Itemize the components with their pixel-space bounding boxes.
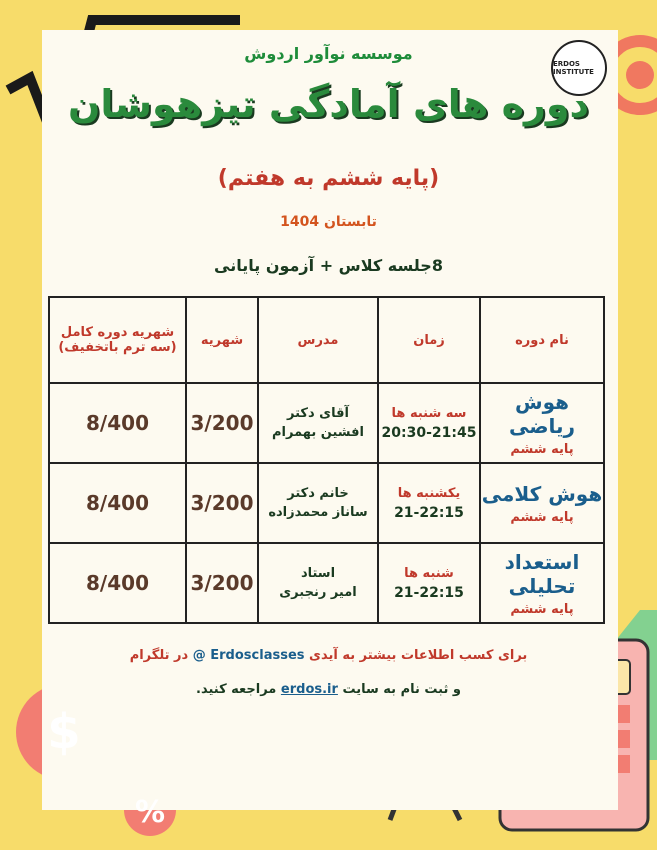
- course-grade: پایه ششم: [510, 509, 574, 525]
- header-course: نام دوره: [480, 297, 604, 383]
- time-cell: [378, 463, 480, 543]
- dollar-icon: [16, 684, 112, 780]
- info-text: در تلگرام: [129, 648, 189, 663]
- table-row: [49, 463, 604, 543]
- header-full-price: [49, 297, 186, 383]
- info-line-telegram: [0, 648, 657, 663]
- teacher-name: امیر رنجبری: [279, 585, 357, 600]
- org-name: موسسه نوآور اردوش: [244, 44, 413, 63]
- svg-text:%: %: [134, 795, 166, 830]
- course-name: هوش کلامی: [481, 481, 603, 506]
- price-cell: 3/200: [186, 543, 258, 623]
- percent-icon: [124, 784, 176, 836]
- time-cell: [378, 543, 480, 623]
- table-header-row: [49, 297, 604, 383]
- teacher-title: استاد: [300, 566, 336, 581]
- teacher-cell: [258, 463, 378, 543]
- day: یکشنبه ها: [397, 485, 461, 501]
- info-line-website: [0, 682, 657, 697]
- page-title: دوره های آمادگی تیزهوشان: [67, 82, 590, 126]
- day: شنبه ها: [404, 565, 454, 581]
- teacher-cell: [258, 543, 378, 623]
- price-cell: 3/200: [186, 463, 258, 543]
- info-text: و ثبت نام به سایت: [342, 682, 461, 697]
- teacher-cell: [258, 383, 378, 463]
- time: 21-22:15: [394, 504, 464, 521]
- course-cell: [480, 543, 604, 623]
- full-price-cell: 8/400: [49, 543, 186, 623]
- time-cell: [378, 383, 480, 463]
- course-grade: پایه ششم: [510, 441, 574, 457]
- teacher-title: آقای دکتر: [287, 406, 349, 421]
- svg-text:$: $: [47, 704, 81, 760]
- logo-text: ERDOS INSTITUTE: [553, 60, 594, 76]
- day: سه شنبه ها: [391, 405, 467, 421]
- teacher-name: ساناز محمدزاده: [268, 505, 368, 520]
- course-table: [48, 296, 605, 624]
- time: 21-22:15: [394, 584, 464, 601]
- page-subtitle: (پایه ششم به هفتم): [217, 166, 440, 191]
- info-text: برای کسب اطلاعات بیشتر به آیدی: [309, 648, 528, 663]
- table-row: [49, 543, 604, 623]
- table-row: [49, 383, 604, 463]
- sessions-label: 8جلسه کلاس + آزمون پایانی: [214, 256, 443, 275]
- header-full-price-line2: (سه ترم باتخفیف): [58, 340, 177, 355]
- full-price-cell: 8/400: [49, 463, 186, 543]
- website-link[interactable]: erdos.ir: [280, 682, 338, 697]
- course-grade: پایه ششم: [510, 601, 574, 617]
- season-label: تابستان 1404: [280, 214, 377, 230]
- info-text: مراجعه کنید.: [196, 682, 277, 697]
- course-name: استعداد تحلیلی: [504, 549, 580, 598]
- header-full-price-line1: شهریه دوره کامل: [60, 325, 175, 340]
- course-name: هوش ریاضی: [508, 389, 576, 438]
- course-cell: [480, 383, 604, 463]
- header-teacher: مدرس: [258, 297, 378, 383]
- course-cell: [480, 463, 604, 543]
- price-cell: 3/200: [186, 383, 258, 463]
- header-price: شهریه: [186, 297, 258, 383]
- teacher-title: خانم دکتر: [287, 486, 349, 501]
- teacher-name: افشین بهمرام: [272, 425, 364, 440]
- telegram-id[interactable]: Erdosclasses @: [192, 648, 305, 663]
- time: 20:30-21:45: [381, 424, 477, 441]
- full-price-cell: 8/400: [49, 383, 186, 463]
- header-time: زمان: [378, 297, 480, 383]
